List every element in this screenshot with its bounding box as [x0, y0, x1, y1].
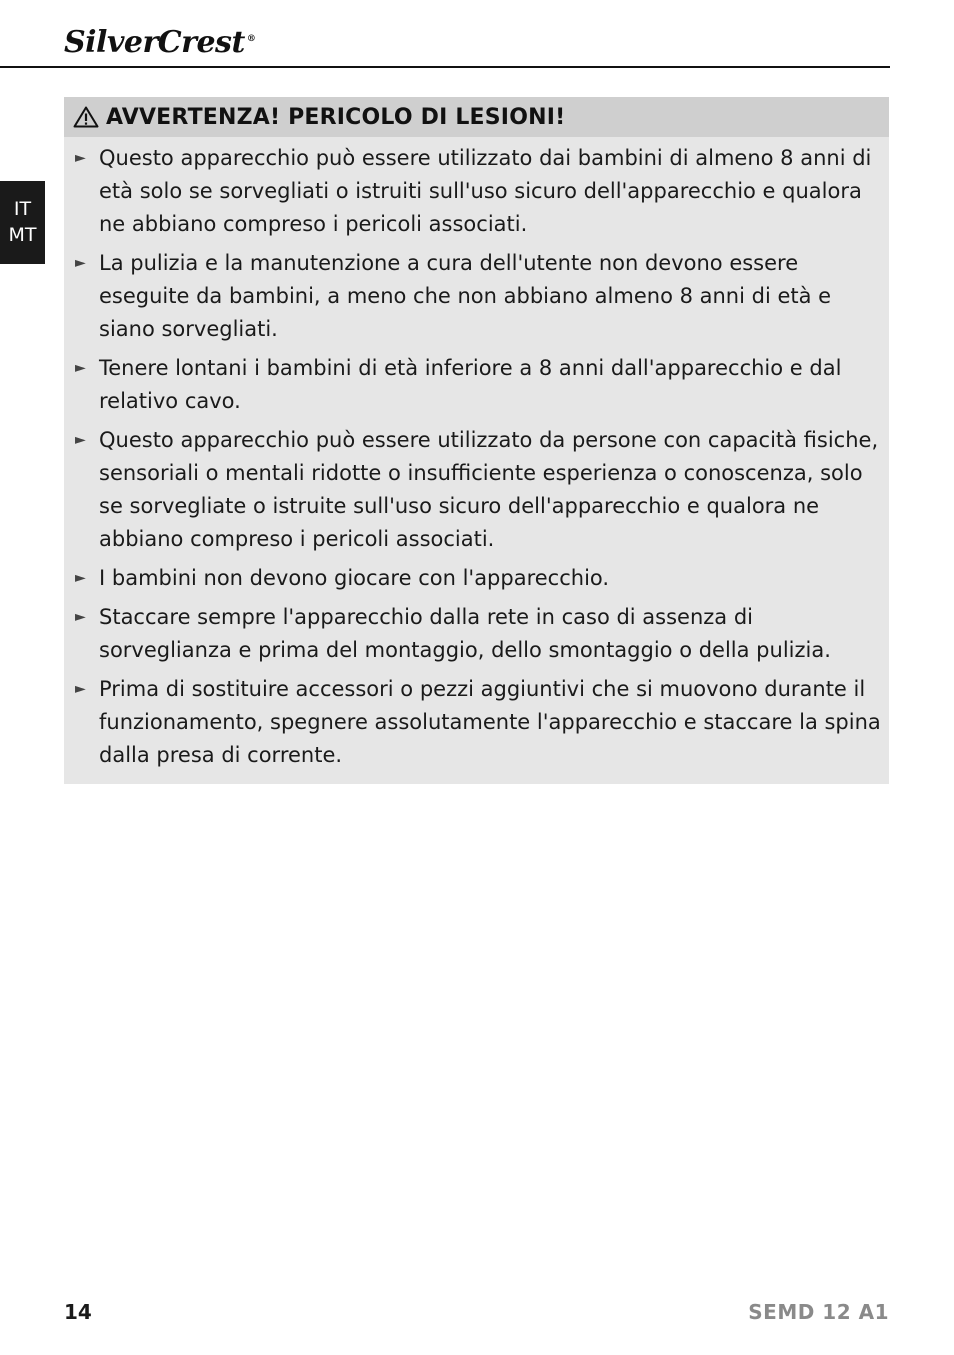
warning-header [64, 97, 889, 137]
warning-item-text: Staccare sempre l'apparecchio dalla rete in caso di assenza di sorveglianza e prima del montaggio, dello smontaggio o della pulizia. [99, 605, 831, 662]
warning-item-text: Questo apparecchio può essere utilizzato dai bambini di almeno 8 anni di età solo se sorvegliati o istruiti sull'uso sicuro dell'apparecchio e qualora ne abbiano compreso i pericoli associati. [99, 146, 872, 236]
language-tab [0, 181, 45, 264]
bullet-arrow-icon: ► [75, 150, 86, 166]
warning-list [64, 137, 889, 772]
warning-item-text: La pulizia e la manutenzione a cura dell'utente non devono essere eseguite da bambini, a meno che non abbiano almeno 8 anni di età e siano sorvegliati. [99, 251, 832, 341]
warning-item-text: Prima di sostituire accessori o pezzi aggiuntivi che si muovono durante il funzionamento, spegnere assolutamente l'apparecchio e staccare la spina dalla presa di corrente. [99, 677, 881, 767]
warning-item-text: I bambini non devono giocare con l'apparecchio. [99, 566, 610, 590]
warning-item [75, 247, 881, 346]
warning-item [75, 673, 881, 772]
warning-item [75, 601, 881, 667]
brand-logo [64, 22, 255, 60]
bullet-arrow-icon: ► [75, 609, 86, 625]
warning-item [75, 562, 881, 595]
warning-title: AVVERTENZA! PERICOLO DI LESIONI! [106, 104, 566, 130]
header-divider [0, 66, 890, 68]
page-number: 14 [64, 1300, 92, 1324]
registered-mark: ® [246, 34, 256, 44]
warning-item [75, 352, 881, 418]
warning-triangle-icon [73, 106, 99, 128]
bullet-arrow-icon: ► [75, 681, 86, 697]
warning-item [75, 142, 881, 241]
brand-name: SilverCrest [64, 25, 245, 60]
language-code-it: IT [13, 198, 32, 220]
warning-box [64, 97, 889, 784]
warning-item-text: Questo apparecchio può essere utilizzato da persone con capacità fisiche, sensoriali o mentali ridotte o insufficiente esperienza o conoscenza, solo se sorvegliate o istruite sull'uso sicuro dell'apparecchio e qualora ne abbiano compreso i pericoli associati. [99, 428, 879, 551]
model-code: SEMD 12 A1 [748, 1300, 889, 1324]
language-code-mt: MT [8, 224, 37, 246]
warning-item [75, 424, 881, 556]
bullet-arrow-icon: ► [75, 255, 86, 271]
bullet-arrow-icon: ► [75, 360, 86, 376]
warning-item-text: Tenere lontani i bambini di età inferiore a 8 anni dall'apparecchio e dal relativo cavo. [99, 356, 842, 413]
bullet-arrow-icon: ► [75, 432, 86, 448]
bullet-arrow-icon: ► [75, 570, 86, 586]
